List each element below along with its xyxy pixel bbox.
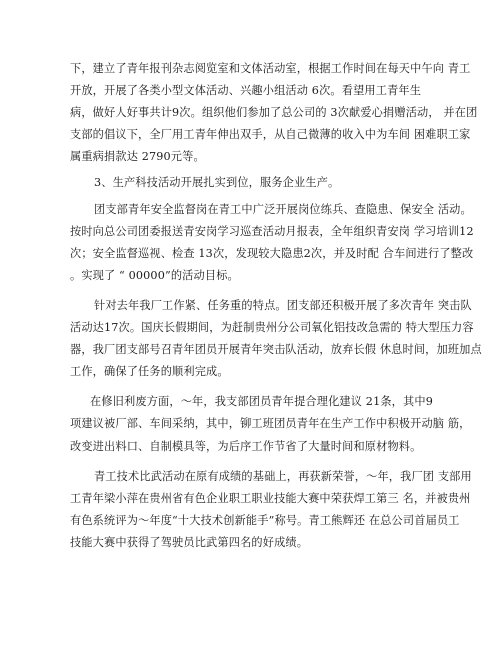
text-line: 改变进出料口、自制模具等，为后序工作节省了大量时间和原材物料。 (70, 439, 422, 453)
text-line: 活动达17次。国庆长假期间，为赶制贵州分公司氧化铝技改急需的 特大型压力容 (70, 321, 474, 335)
text-line: 工作，确保了任务的顺利完成。 (70, 365, 229, 379)
text-line: 开放，开展了各类小型文体活动、兴趣小组活动 6次。看望用工青年生 (70, 84, 422, 98)
text-line: 团支部青年安全监督岗在青工中广泛开展岗位练兵、查隐患、保安全 活动。 (94, 202, 472, 216)
text-line: 下，建立了青年报刊杂志阅览室和文体活动室，根据工作时间在每天中午向 青工 (70, 62, 471, 75)
text-line: 针对去年我厂工作紧、任务重的特点。团支部还积极开展了多次青年 突击队 (94, 298, 472, 312)
text-line: 在修旧利废方面，～年，我支部团员青年提合理化建议 21条，其中9 (90, 395, 433, 409)
text-line: 工青年梁小萍在贵州省有色企业职工职业技能大赛中荣获焊工第三 名，并被贵州 (70, 491, 471, 505)
paragraph-safety-supervision (70, 199, 474, 287)
section-heading-production (70, 172, 432, 194)
text-line: 项建议被厂部、车间采纳，其中，铆工班团员青年在生产工作中积极开动脑 筋， (70, 417, 471, 431)
text-line: 病，做好人好事共计9次。组织他们参加了总公司的 3次献爱心捐赠活动， 并在团 (70, 106, 478, 120)
text-line: 技能大赛中获得了驾驶员比武第四名的好成绩。 (70, 535, 309, 549)
text-line: 有色系统评为～年度“十大技术创新能手”称号。青工熊辉还 在总公司首届员工 (70, 513, 460, 527)
text-line: 支部的倡议下，全厂用工青年伸出双手，从自己微薄的收入中为车间 困难职工家 (70, 128, 471, 142)
section-heading: 3、生产科技活动开展扎实到位，服务企业生产。 (94, 176, 340, 190)
paragraph-recycling (70, 391, 471, 457)
text-line: 。实现了 “ 00000”的活动目标。 (70, 268, 239, 282)
paragraph-shock-team (70, 295, 482, 383)
text-line: 器，我厂团支部号召青年团员开展青年突击队活动，放弃长假 休息时间，加班加点 (70, 343, 482, 357)
text-line: 次；安全监督巡视、检查 13次，发现较大隐患2次，并及时配 合车间进行了整改 (70, 246, 474, 260)
text-line: 按时向总公司团委报送青安岗学习巡查活动月报表，全年组织青安岗 学习培训12 (70, 224, 474, 238)
document-page (70, 58, 482, 554)
paragraph-skills-competition (70, 466, 472, 554)
text-line: 属重病捐款达 2790元等。 (70, 150, 205, 164)
paragraph-cultural-activities (70, 58, 478, 168)
text-line: 青工技术比武活动在原有成绩的基础上，再获新荣誉，～年，我厂团 支部用 (94, 469, 472, 483)
